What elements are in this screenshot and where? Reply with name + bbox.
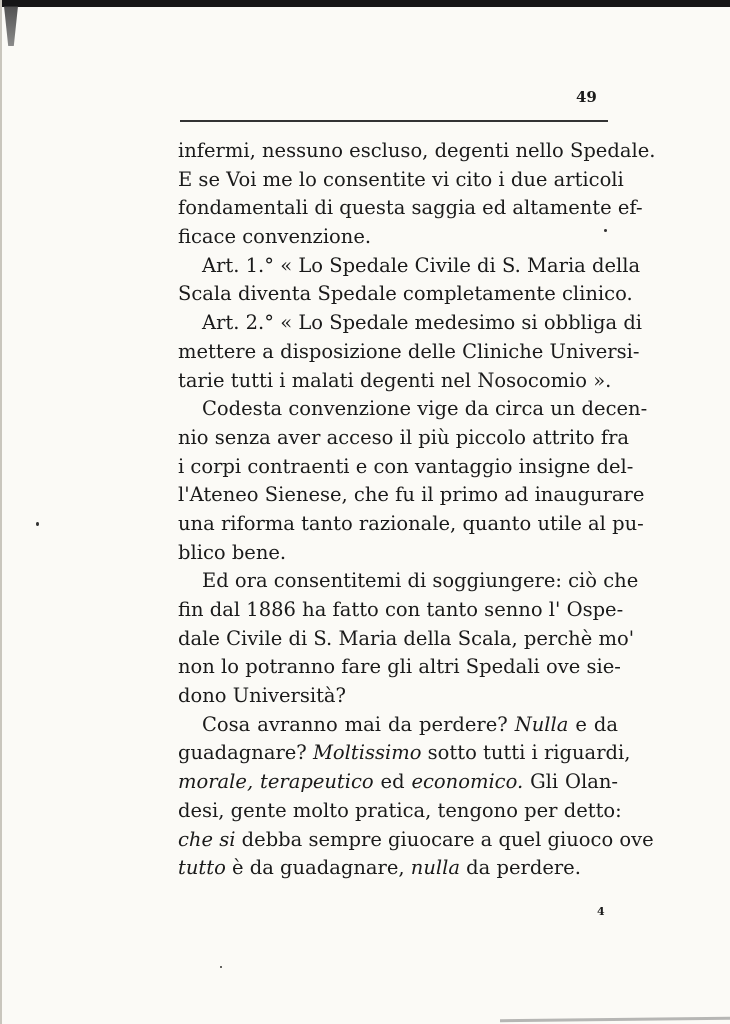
italic-text: morale, terapeutico [178, 770, 374, 794]
text-line: E se Voi me lo consentite vi cito i due articoli [178, 167, 624, 191]
ink-speck [36, 522, 39, 526]
text-line: Scala diventa Spedale completamente clinico. [178, 282, 633, 306]
text-line: infermi, nessuno escluso, degenti nello Spedale. [178, 139, 656, 162]
text-run: sotto tutti i riguardi, [421, 741, 631, 765]
text-line [178, 739, 631, 768]
italic-text: Moltissimo [312, 741, 422, 765]
text-line: tarie tutti i malati degenti nel Nosocomio ». [178, 368, 612, 392]
text-run: è da guadagnare, [225, 856, 411, 880]
text-line: fin dal 1886 ha fatto con tanto senno l' Ospe- [178, 598, 624, 621]
text-line: non lo potranno fare gli altri Spedali ove sie- [178, 655, 621, 679]
body-text [178, 137, 656, 883]
ink-speck [220, 966, 222, 968]
text-line: fondamentali di questa saggia ed altamente ef- [178, 196, 643, 220]
text-run: debba sempre giuocare a quel giuoco ove [235, 827, 654, 851]
italic-text: tutto [178, 856, 226, 880]
signature-mark: 4 [597, 905, 605, 918]
italic-text: economico. [411, 770, 524, 794]
text-line: mettere a disposizione delle Cliniche Universi- [178, 339, 640, 363]
text-line: ficace convenzione. [178, 225, 372, 249]
italic-text: nulla [410, 856, 460, 880]
italic-text: che si [178, 827, 236, 851]
text-line: l'Ateneo Sienese, che fu il primo ad inaugurare [178, 483, 645, 507]
text-line: una riforma tanto razionale, quanto utile al pu- [178, 511, 644, 535]
text-line: i corpi contraenti e con vantaggio insigne del- [178, 454, 634, 478]
text-line [178, 854, 618, 883]
scan-bottom-edge [500, 1017, 730, 1022]
page-number: 49 [576, 88, 597, 106]
text-run: guadagnare? [178, 741, 313, 765]
binding-mark [4, 6, 18, 46]
scan-top-edge [0, 0, 730, 7]
scan-left-edge [0, 0, 2, 1024]
italic-text: Nulla [514, 712, 569, 736]
text-line: Art. 1.° « Lo Spedale Civile di S. Maria della [202, 253, 641, 277]
text-line: Ed ora consentitemi di soggiungere: ciò che [202, 569, 639, 593]
text-run: ed [373, 770, 412, 794]
text-line [178, 826, 654, 855]
text-run: da perdere. [459, 856, 581, 880]
text-line: dono Università? [178, 684, 346, 708]
text-line: nio senza aver acceso il più piccolo attrito fra [178, 425, 630, 449]
text-line [178, 768, 618, 797]
text-run: Cosa avranno mai da perdere? [202, 712, 515, 736]
text-line: blico bene. [178, 540, 287, 564]
text-line: Art. 2.° « Lo Spedale medesimo si obbliga di [202, 311, 643, 335]
text-line: dale Civile di S. Maria della Scala, perchè mo' [178, 626, 635, 650]
text-line: Codesta convenzione vige da circa un decen- [202, 397, 648, 421]
text-run: e da [568, 712, 618, 736]
text-run: Gli Olan- [523, 770, 618, 794]
header-rule [180, 120, 608, 122]
text-line: desi, gente molto pratica, tengono per detto: [178, 798, 622, 822]
text-line [178, 711, 618, 740]
ink-speck [604, 229, 607, 232]
